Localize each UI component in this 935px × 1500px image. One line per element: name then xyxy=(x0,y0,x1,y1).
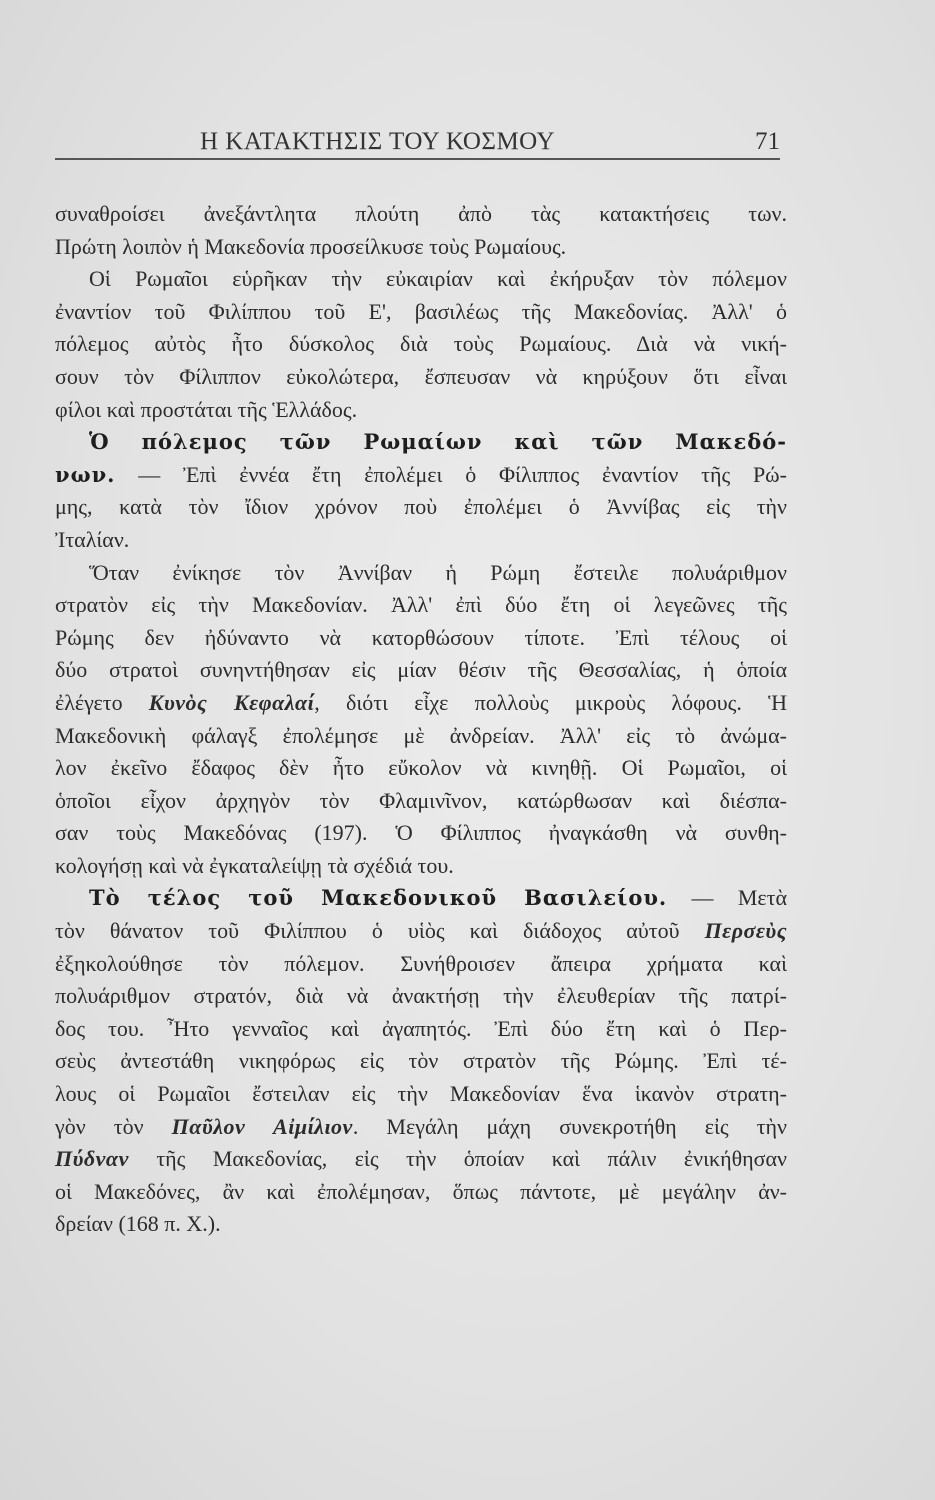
proper-name: Παῦλον Αἰμίλιον xyxy=(171,1113,353,1139)
text-run: οἱ Μακεδόνες, ἂν καὶ ἐπολέμησαν, ὅπως πάντοτε, μὲ μεγάλην ἀν- xyxy=(55,1178,787,1204)
text-line xyxy=(55,882,787,915)
text-line xyxy=(55,654,787,687)
text-line xyxy=(55,231,787,264)
text-line xyxy=(55,1208,787,1241)
text-line xyxy=(55,328,787,361)
text-run: λους οἱ Ρωμαῖοι ἔστειλαν εἰς τὴν Μακεδονίαν ἕνα ἱκανὸν στρατη- xyxy=(55,1081,787,1107)
text-line xyxy=(55,394,787,427)
text-run: σουν τὸν Φίλιππον εὐκολώτερα, ἔσπευσαν νὰ κηρύξουν ὅτι εἶναι xyxy=(55,363,787,389)
text-line xyxy=(55,980,787,1013)
text-run: μης, κατὰ τὸν ἴδιον χρόνον ποὺ ἐπολέμει ὁ Ἀννίβας εἰς τὴν xyxy=(55,494,787,520)
text-run: — Μετὰ xyxy=(667,885,788,911)
text-line xyxy=(55,1078,787,1111)
text-line xyxy=(55,296,787,329)
text-line xyxy=(55,948,787,981)
text-line xyxy=(55,1045,787,1078)
text-run: δύο στρατοὶ συνηντήθησαν εἰς μίαν θέσιν τῆς Θεσσαλίας, ἡ ὁποία xyxy=(55,657,787,683)
text-line xyxy=(55,589,787,622)
text-line xyxy=(55,198,787,231)
section-heading: νων. xyxy=(55,461,116,487)
text-line xyxy=(55,524,787,557)
text-run: τῆς Μακεδονίας, εἰς τὴν ὁποίαν καὶ πάλιν ἐνικήθησαν xyxy=(128,1146,787,1172)
text-line xyxy=(55,1143,787,1176)
text-run: ἐξηκολούθησε τὸν πόλεμον. Συνήθροισεν ἄπειρα χρήματα καὶ xyxy=(55,950,787,976)
proper-name: Κυνὸς Κεφαλαί xyxy=(148,689,315,715)
text-line xyxy=(55,785,787,818)
text-line xyxy=(55,263,787,296)
text-line xyxy=(55,915,787,948)
text-line xyxy=(55,687,787,720)
text-run: φίλοι καὶ προστάται τῆς Ἑλλάδος. xyxy=(55,396,358,422)
text-run: Μακεδονικὴ φάλαγξ ἐπολέμησε μὲ ἀνδρείαν. Ἀλλ' εἰς τὸ ἀνώμα- xyxy=(55,722,787,748)
text-line xyxy=(55,557,787,590)
text-run: γὸν τὸν xyxy=(55,1113,172,1139)
text-run: σεὺς ἀντεστάθη νικηφόρως εἰς τὸν στρατὸν τῆς Ρώμης. Ἐπὶ τέ- xyxy=(55,1048,787,1074)
proper-name: Πύδναν xyxy=(55,1146,129,1172)
text-line xyxy=(55,622,787,655)
text-run: συναθροίσει ἀνεξάντλητα πλούτη ἀπὸ τὰς κατακτήσεις των. xyxy=(55,201,787,226)
text-run: πολυάριθμον στρατόν, διὰ νὰ ἀνακτήσῃ τὴν ἐλευθερίαν τῆς πατρί- xyxy=(55,983,787,1009)
text-run: δρείαν (168 π. Χ.). xyxy=(55,1211,221,1237)
text-run: Ἰταλίαν. xyxy=(55,526,130,552)
text-line xyxy=(55,1013,787,1046)
text-line xyxy=(55,752,787,785)
text-line xyxy=(55,817,787,850)
section-heading: Τὸ τέλος τοῦ Μακεδονικοῦ Βασιλείου. xyxy=(89,885,668,911)
text-line xyxy=(55,1111,787,1144)
proper-name: Περσεὺς xyxy=(704,918,787,944)
text-run: Ὅταν ἐνίκησε τὸν Ἀννίβαν ἡ Ρώμη ἔστειλε πολυάριθμον xyxy=(89,559,787,585)
text-run: δος του. Ἦτο γενναῖος καὶ ἀγαπητός. Ἐπὶ δύο ἔτη καὶ ὁ Περ- xyxy=(55,1015,787,1041)
running-title: Η ΚΑΤΑΚΤΗΣΙΣ ΤΟΥ ΚΟΣΜΟΥ xyxy=(200,128,556,155)
text-run: ἐναντίον τοῦ Φιλίππου τοῦ Ε', βασιλέως τῆς Μακεδονίας. Ἀλλ' ὁ xyxy=(55,298,787,324)
text-run: Ρώμης δεν ἠδύναντο νὰ κατορθώσουν τίποτε. Ἐπὶ τέλους οἱ xyxy=(55,624,787,650)
text-run: , διότι εἶχε πολλοὺς μικροὺς λόφους. Ἡ xyxy=(314,689,788,715)
header-rule xyxy=(55,158,780,160)
text-run: ἐλέγετο xyxy=(55,689,149,715)
running-head xyxy=(55,126,780,162)
text-line xyxy=(55,426,787,459)
text-run: στρατὸν εἰς τὴν Μακεδονίαν. Ἀλλ' ἐπὶ δύο ἔτη οἱ λεγεῶνες τῆς xyxy=(55,592,787,618)
text-line xyxy=(55,720,787,753)
text-run: . Μεγάλη μάχη συνεκροτήθη εἰς τὴν xyxy=(352,1113,788,1139)
page-number: 71 xyxy=(755,128,780,155)
text-run: λον ἐκεῖνο ἔδαφος δὲν ἦτο εὔκολον νὰ κινηθῇ. Οἱ Ρωμαῖοι, οἱ xyxy=(55,755,787,781)
text-run: κολογήσῃ καὶ νὰ ἐγκαταλείψῃ τὰ σχέδιά του. xyxy=(55,852,454,878)
text-line xyxy=(55,361,787,394)
text-run: τὸν θάνατον τοῦ Φιλίππου ὁ υἱὸς καὶ διάδοχος αὐτοῦ xyxy=(55,918,705,944)
body-text xyxy=(55,198,787,1241)
text-line xyxy=(55,491,787,524)
text-run: ὁποῖοι εἶχον ἀρχηγὸν τὸν Φλαμινῖνον, κατώρθωσαν καὶ διέσπα- xyxy=(55,787,787,813)
text-line xyxy=(55,850,787,883)
text-run: Οἱ Ρωμαῖοι εὑρῆκαν τὴν εὐκαιρίαν καὶ ἐκήρυξαν τὸν πόλεμον xyxy=(89,266,787,292)
text-line xyxy=(55,1176,787,1209)
text-run: Πρώτη λοιπὸν ἡ Μακεδονία προσείλκυσε τοὺς Ρωμαίους. xyxy=(55,233,567,259)
text-run: σαν τοὺς Μακεδόνας (197). Ὁ Φίλιππος ἠναγκάσθη νὰ συνθη- xyxy=(55,820,787,846)
text-run: πόλεμος αὐτὸς ἦτο δύσκολος διὰ τοὺς Ρωμαίους. Διὰ νὰ νική- xyxy=(55,331,787,357)
section-heading: Ὁ πόλεμος τῶν Ρωμαίων καὶ τῶν Μακεδό- xyxy=(89,429,787,455)
text-line xyxy=(55,459,787,492)
text-run: — Ἐπὶ ἐννέα ἔτη ἐπολέμει ὁ Φίλιππος ἐναντίον τῆς Ρώ- xyxy=(115,461,787,487)
